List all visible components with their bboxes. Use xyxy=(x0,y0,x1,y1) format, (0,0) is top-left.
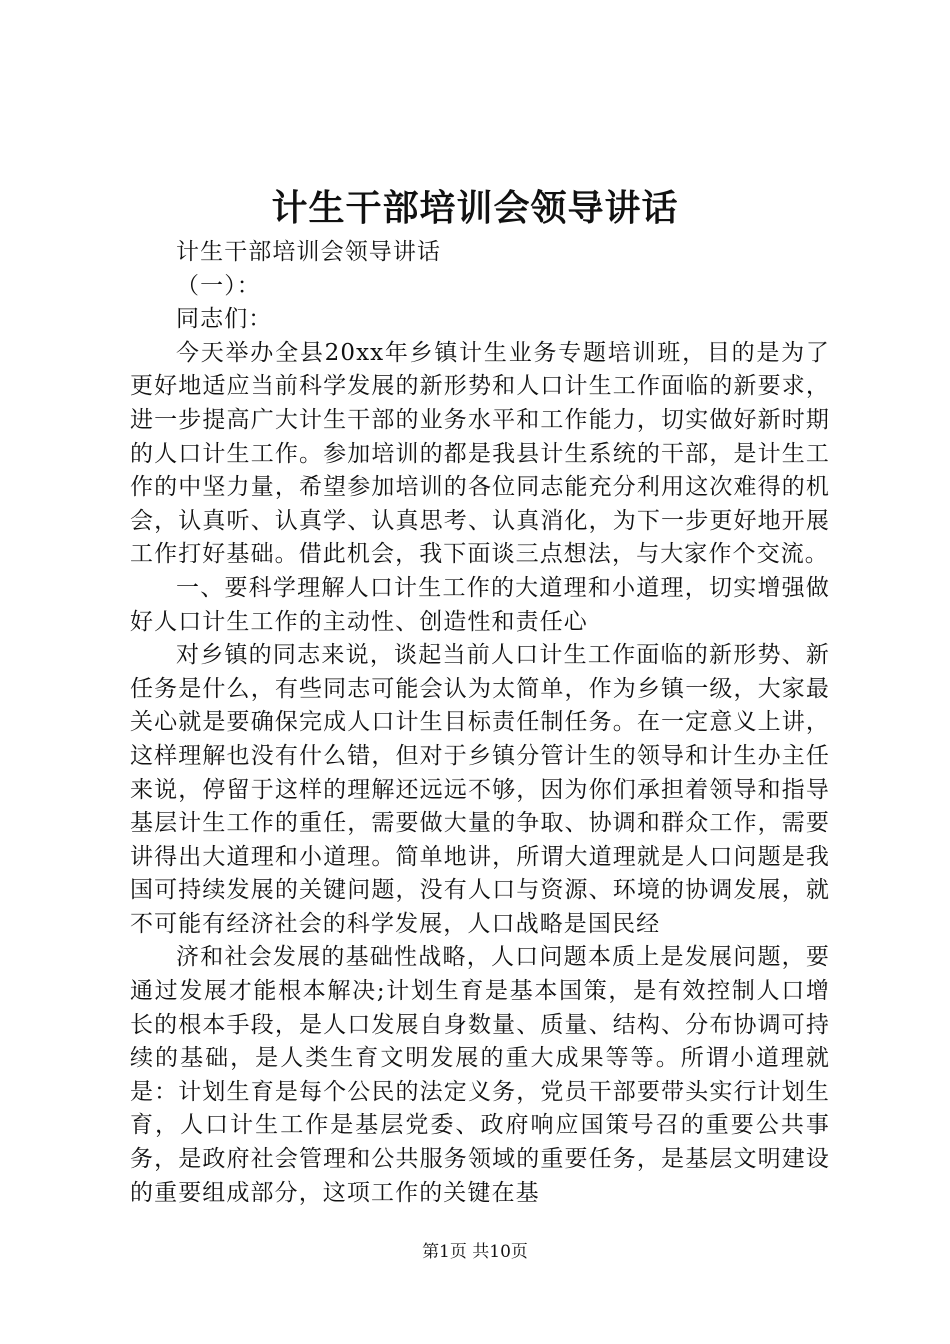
page-footer: 第1页 共10页 xyxy=(422,1242,528,1262)
document-body xyxy=(130,236,830,1210)
subtitle-paragraph: 计生干部培训会领导讲话 xyxy=(176,239,442,265)
body-paragraph: 对乡镇的同志来说，谈起当前人口计生工作面临的新形势、新任务是什么，有些同志可能会认为太简单，作为乡镇一级，大家最关心就是要确保完成人口计生目标责任制任务。在一定意义上讲，这样理解也没有什么错，但对于乡镇分管计生的领导和计生办主任来说，停留于这样的理解还远远不够，因为你们承担着领导和指导基层计生工作的重任，需要做大量的争取、协调和群众工作，需要讲得出大道理和小道理。简单地讲，所谓大道理就是人口问题是我国可持续发展的关键问题，没有人口与资源、环境的协调发展，就不可能有经济社会的科学发展，人口战略是国民经 xyxy=(130,642,830,937)
heading-paragraph: 一、要科学理解人口计生工作的大道理和小道理，切实增强做好人口计生工作的主动性、创造性和责任心 xyxy=(130,574,830,635)
salutation-paragraph: 同志们： xyxy=(176,306,273,333)
body-paragraph: 济和社会发展的基础性战略，人口问题本质上是发展问题，要通过发展才能根本解决;计划生育是基本国策，是有效控制人口增长的根本手段，是人口发展自身数量、质量、结构、分布协调可持续的基础，是人类生育文明发展的重大成果等等。所谓小道理就是：计划生育是每个公民的法定义务，党员干部要带头实行计划生育，人口计生工作是基层党委、政府响应国策号召的重要公共事务，是政府社会管理和公共服务领域的重要任务，是基层文明建设的重要组成部分，这项工作的关键在基 xyxy=(130,944,830,1206)
section-number-paragraph: （一）： xyxy=(176,272,261,299)
body-paragraph: 今天举办全县20xx年乡镇计生业务专题培训班，目的是为了更好地适应当前科学发展的新形势和人口计生工作面临的新要求，进一步提高广大计生干部的业务水平和工作能力，切实做好新时期的人口计生工作。参加培训的都是我县计生系统的干部，是计生工作的中坚力量，希望参加培训的各位同志能充分利用这次难得的机会，认真听、认真学、认真思考、认真消化，为下一步更好地开展工作打好基础。借此机会，我下面谈三点想法，与大家作个交流。 xyxy=(130,339,830,568)
document-title: 计生干部培训会领导讲话 xyxy=(271,187,679,229)
